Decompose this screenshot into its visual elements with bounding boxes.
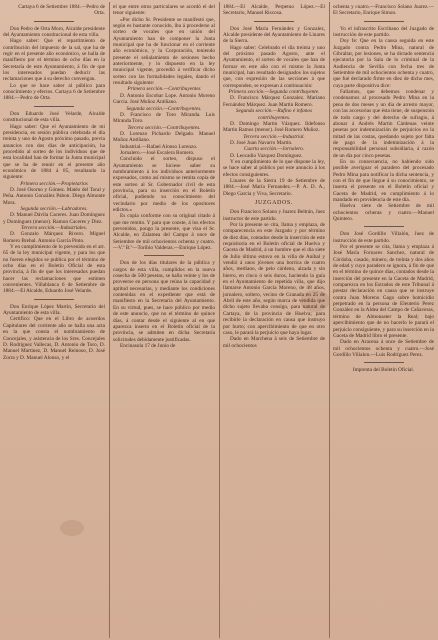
paragraph: el que entre otros particulares se acordó el del tenor siguiente: [113,4,215,17]
paragraph: D. José Juan Navarro Martin. [230,139,293,146]
paragraph: 1884.—El Alcalde, Perpetuo López.—El Secretario, Manuel Riscosa. [223,4,325,17]
column-1 [3,4,105,361]
section-heading: JUZGADOS. [255,199,293,206]
paragraph: Concluido el sorteo, dispuso el Ayuntamiento se hiciese saber su nombramiento á los individuos anteriormente expresados, como así mismo se remita copia de este sorteo al Sr. Gobernador civil de esta provincia, para su inserción en el Boletín oficial, pudiendo su conocimiento del vecindario por medio de los opositores edictos.» [113,156,215,213]
paragraph: Cartaya 6 de Setiembre 1884.—Pedro de Orta. [18,4,105,17]
paper-stain [60,520,84,536]
section-rule [254,21,294,22]
paragraph: D. Domingo Martin Vázquez. Ildefonso Martin Ramos (menor). José Romero Muñoz. [223,120,325,134]
paragraph: «Por dicho Sr. Presidente se manifestó que, según es bastante conocido, iba á procederse al sorteo de vocales que en unión del Ayuntamiento han de componer la Junta municipal que ha de funcionar en el corriente año económico, y la Corporación, teniendo presente el señalamiento de sesiones hecho anteriormente, y lo dispuesto en la ley municipal vigente, procedió á verificar dicho sorteo con las formalidades legales, dando el resultado siguiente: [113,16,215,87]
paragraph: Don de los días titulares de la pública y cargos de esta villa, cumplidos en la nueva cosecha de 500 pesetas, se halla veinte y los de proveerse en persona que reúna la capacidad y aptitud necesarias, y mediante los condiciones contenidas en el expediente que está de manifiesto en la Secretaría del Ayuntamiento. En su virtud, pues, se hace público por medio de este anuncio, que no el término de quince días, á contar desde el siguiente al en que aparezca inserto en el Boletín oficial de la provincia, se admiten en dicha Secretaría solicitudes debidamente justificadas. [113,260,215,343]
paragraph: Huelva siete de Setiembre de mil ochocientos ochenta y cuatro.—Manuel Quintero. [333,203,434,222]
paragraph: Doy fe: Que en la causa seguida en este Juzgado contra Pedro Mina, natural de Gibraltar, por lesiones, se ha dictado sentencia ejecutoria por la Sala de lo criminal de la Audiencia de Sevilla con fecha tres de Setiembre de mil ochocientos ochenta y cuatro, que fué declarado firme en diez de dicho mes, cuya parte dispositiva dice: [333,38,434,89]
paragraph: D. Gonzalo Márquez Rivero. Miguel Romero Brebal. Antonio Garcia Pinto. [3,231,105,244]
section-rule [364,226,404,227]
paragraph: Segunda sección.—Rufino é infanos contribuyentes. [235,108,313,121]
paragraph: En su consecuencia, no habiendo sido posible averiguar el paradero del procesado Pedro Mina para notificar la dicha sentencia, y con el fin de que llegue á su conocimiento, se inserta el presente en el Boletín oficial y Gaceta de Madrid, en cumplimiento á lo mandado en providencia de este día. [333,158,434,203]
paragraph: D. Lorenzo Pichardo Delgado. Manuel Muñoz Antiñano. [113,130,215,144]
paragraph: D. Antonio Escobar Lope. Antonio Moreno Garcia. José Muñoz Antiñano. [113,92,215,106]
paragraph: Segunda sección.—Contribuyentes. [126,105,202,112]
paragraph: ochenta y cuatro.—Francisco Solano Juarez.—El Secretario, Enrique Simon. [333,4,434,17]
section-rule [364,362,404,363]
section-rule [34,21,74,22]
column-4 [333,4,434,374]
paragraph: Don Francisco Solano y Juarez Beltrán, Juez instructor de este partido. [223,209,325,222]
paragraph: Don Eduardo José Velarde, Alcalde constitucional de esta villa. [3,110,105,124]
paragraph: D. Leocadio Vazquez Domínguez. [230,152,303,159]
paragraph: Primera sección.—Propietarios [20,180,88,187]
paragraph: Por el presente se cita, llama y emplaza á José María Fornaces Sanchez, natural de Córdoba, casado, minero, de treinta y dos años de edad y cuyo paradero se ignora, á fin de que en el término de quince días, contados desde la inserción del presente en la Gaceta de Madrid, comparezca en los Estrados de este Tribunal á prestar declaración en causa que se instruye contra Juan Moreno Gago sobre homicidio perpetrado en la persona de Eleuterio Perez González en la Aldea del Campo de Cañaveras, término de Almonaster la Real; bajo apercibimiento que de no hacerlo le parará el perjuicio consiguiente, y para su inserción en la Gaceta de Madrid libro el presente. [333,244,434,339]
paragraph: Dado en Aracena á once de Setiembre de mil ochocientos ochenta y cuatro.—José Gordillo Villalon.—Luis Rodríguez Perez. [333,339,434,358]
paragraph: Don Pedro de Orta Moro, Alcalde presidente del Ayuntamiento constitucional de esta villa. [3,25,105,39]
section-rule [34,106,74,107]
paragraph: Tercera sección.—Industrial. [243,133,305,140]
column-divider [109,2,110,638]
paragraph: Es copia conforme con su original citado á que me remito. Y para que conste, á los efectos prevenidos, pongo la presente, que visa el Sr. Alcalde, en Zalamea del Campo á once de Setiembre de mil ochocientos ochenta y cuatro.—V.º B.º—Toribio Valderas.—Enrique López. [113,213,215,252]
column-3 [223,4,325,349]
paragraph: D. José Osorno y Gómez. Matéo del Toral y Peña. Antonio González Pabon. Diego Almonte Mora. [3,186,105,206]
paragraph: Dado en Marchena á seis de Setiembre de mil ochocientos [223,336,325,349]
paragraph: Industrial.—Rafael Alonso Lorenzo. [120,143,198,150]
paragraph: Yo el infrascrito Escribano del Juzgado de instrucción de este partido. [333,25,434,39]
paragraph: Tercera sección.—Contribuyentes. [127,124,201,131]
column-divider [219,2,220,638]
paragraph: Jornalero.—José Escalera Romero. [120,149,195,156]
paragraph: Encinasola 17 de Junio de [120,342,176,349]
paragraph: Tercera sección.—Industriales. [21,225,87,231]
paragraph: Por la presente se cita, llama y emplaza, de comparecencia en este Juzgado y por término de diez días, contados desde la inserción de este requisitoria en el Boletín oficial de Huelva y Gaceta de Madrid, á un hombre que el dia siete de Julio último estuvo en la villa de Aníbal y vendió á unos jóvenes una borrica de cuatro años, mediano, de pelo cárdeno, alzada y sin hierro, en cinco ó seis duros, haciendo la guía en el Ayuntamiento de repetida villa, que dijo llamarse Antonio Garcia Moreno, de 48 años, jornalero, soltero, vecino de Granada en 25 de Abril de este año, según marca de vendida que dicho sujeto llevaba consigo, para natural de Cartaya, de la provincia de Huelva; para recibirle la declaración en causa que instruyo por hurto; con apercibimiento de que en otro caso, le parará la perjuicio que haya lugar. [223,222,325,336]
paragraph: Hago saber: Que el Ayuntamiento de mi presidencia, en sesión pública celebrada el día treinta y uno de Agosto próximo pasado, previa anuncios con dos días de anticipación, ha procedido al sorteo de los individuos que de esta localidad han de formar la Junta municipal que se ha de reunir en el presente año económico de 1884 á 85, resultando la siguiente: [3,123,105,181]
paragraph: Don Enrique López Martín, Secretario del Ayuntamiento de esta villa. [3,303,105,317]
paragraph: D. Francisco Márquez Gonzalez. Mariano Fernández Márquez. Juan Martin Romero. [223,95,325,108]
column-divider [329,2,330,638]
section-rule [34,299,74,300]
paragraph: Imprenta del Boletín Oficial. [352,367,415,374]
paragraph: Y en cumplimiento de lo prevenido en el art. 65 de la ley municipal vigente, y para los que no fueren elegidos se publica por el término de ocho días en el Boletín Oficial de esta provincia, á fin de que los interesados puedan hacer las reclamaciones que estimen convenientes. Villablanca 6 de Setiembre de 1884.—El Alcalde, Eduardo José Velarde. [3,244,105,295]
section-rule [144,255,184,256]
paragraph: Segunda sección.—Labradores. [20,205,88,212]
paragraph: D. Francisco de Toro Miranda. Luis Miranda Toro. [113,111,215,125]
paragraph: Y en cumplimiento de lo que dispone la ley, se hace saber al público por este anuncio á los efectos consiguientes. [223,158,325,178]
section-rule [364,21,404,22]
paragraph: Lo que se hace saber al público para conocimiento y efectos. Cartaya 6 de Setiembre 1884.—Pedro de Orta. [3,82,105,102]
paragraph: Fallamos, que debemos condenar y condenamos al procesado Pedro Mina en la pena de dos meses y un dia de arresto mayor, con las accesorias que ésta tiene, de suspensión de todo cargo y del derecho de sufragio, á abonar á Andrés Martin Cárdenas veinte pesetas por indemnización de perjuicios en la mitad de las costas, quedando sujeto por falta de pago de la indemnización á la responsabilidad personal subsidiaria, á razón de un día por cinco pesetas. [333,89,434,159]
column-2 [113,4,215,349]
paragraph: Hago saber: Que el repartimiento de contribución del impuesto de la sal, que ha de regir en el presente año económico, se halla de manifiesto por el término de ocho días en la Secretaría de este Ayuntamiento, á fin de que los interesados puedan deducir las reclamaciones que á su derecho convengan. [3,38,105,83]
paragraph: Primera sección.—Segunda contribuyente. [228,89,320,96]
paragraph: Don José María Fernández y Gonzalez, Alcalde presidente del Ayuntamiento de Linares de la Sierra. [223,25,325,45]
paragraph: Certifico: Que en el Libro de acuerdos Capitulares del corriente año se halla una acta en la que consta el nombramiento de Concejales, y asistencia de los Sres. Concejales D. Rodriguez Vallecas, D. Antonio de Toro, D. Manuel Martinez, D. Manuel Reinoso, D. José Zorra y D. Manuel Alonso, y el [3,316,105,361]
paragraph: Linares de la Sierra 19 de Setiembre de 1884.—José María Fernandez.—P. A. D. A., Diego Garcia y Viva, Secretario. [223,177,325,197]
paragraph: Primera sección.—Contribuyentes [127,86,201,93]
paragraph: D. Manuel Dávila Caceres. Juan Domínguez y Domínguez (menor). Ramon Caceres y Diez. [3,212,105,225]
paragraph: Hago saber: Celebrado el día treinta y uno del próximo pasado Agosto, ante el Ayuntamiento, el sorteo de vocales que han de formar en este año con el mismo la Junta municipal, han resultado designados los sujetos que, con expresión de las secciones á que corresponden, se expresan á continuación: [223,44,325,89]
paragraph: Cuarta sección.—Jornalero. [243,146,305,153]
paragraph: Don José Gordillo Villalón, Juez de instrucción de este partido. [333,231,434,244]
